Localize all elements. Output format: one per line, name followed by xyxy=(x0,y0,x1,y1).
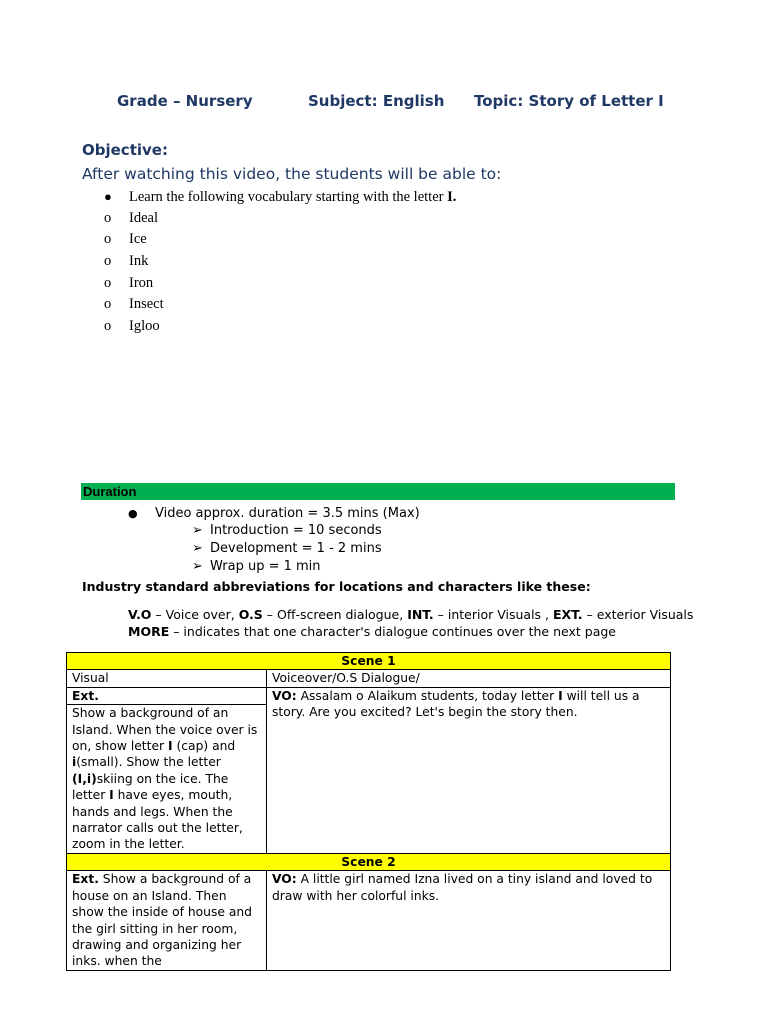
abbr-int-text: – interior Visuals , xyxy=(433,607,553,622)
duration-part-row xyxy=(192,558,321,576)
vo-letter: I xyxy=(558,688,563,703)
visual-text: (small). Show the letter xyxy=(76,755,221,770)
visual-text: Show a background of an Island. When the voice over is on, show letter xyxy=(72,706,258,754)
visual-letter: i xyxy=(72,755,77,770)
visual-letter: (I,i) xyxy=(72,771,97,786)
duration-part: Introduction = 10 seconds xyxy=(210,523,382,538)
abbr-ext-text: – exterior Visuals xyxy=(582,607,694,622)
scene-2-title: Scene 2 xyxy=(67,853,671,870)
abbr-more-text: – indicates that one character's dialogue continues over the next page xyxy=(169,624,616,639)
duration-heading-bar xyxy=(81,483,675,500)
table-row xyxy=(67,687,671,704)
abbr-vo: V.O xyxy=(128,607,152,622)
duration-part: Wrap up = 1 min xyxy=(210,559,321,574)
vo-text: will tell us a story. Are you excited? Let's begin the story then. xyxy=(272,688,640,720)
scene-header-row xyxy=(67,853,671,870)
topic-label: Topic: Story of Letter I xyxy=(474,92,664,110)
vocab-word: Ink xyxy=(129,253,149,269)
circle-marker-icon: o xyxy=(104,210,112,226)
duration-part-row xyxy=(192,540,382,558)
duration-main: Video approx. duration = 3.5 mins (Max) xyxy=(155,506,420,521)
vo-label: VO: xyxy=(272,872,297,887)
duration-part: Development = 1 - 2 mins xyxy=(210,541,382,556)
abbreviations-line-1 xyxy=(128,606,693,624)
ext-label: Ext. xyxy=(72,872,99,887)
scene-header-row xyxy=(67,653,671,670)
objective-title: Objective: xyxy=(82,141,168,159)
script-table xyxy=(66,652,671,971)
objective-bullet-text: Learn the following vocabulary starting with the letter xyxy=(129,189,444,205)
duration-part-row xyxy=(192,522,382,540)
abbr-os: O.S xyxy=(238,607,263,622)
visual-letter: I xyxy=(167,739,173,754)
vocab-word: Insect xyxy=(129,296,164,312)
table-row xyxy=(67,670,671,687)
scene-1-voiceover xyxy=(267,687,671,853)
column-header-visual: Visual xyxy=(67,670,267,687)
ext-cell xyxy=(67,687,267,704)
objective-intro: After watching this video, the students will be able to: xyxy=(82,165,502,183)
visual-text: Show a background of a house on an Island. Then show the inside of house and the girl sitting in her room, drawing and organizing her inks. when the xyxy=(72,872,252,969)
vocab-word: Ideal xyxy=(129,210,158,226)
arrow-bullet-icon: ➢ xyxy=(192,559,203,574)
ext-label: Ext. xyxy=(72,688,99,703)
vocab-word: Ice xyxy=(129,231,147,247)
abbr-int: INT. xyxy=(407,607,434,622)
visual-text: have eyes, mouth, hands and legs. When the narrator calls out the letter, zoom in the letter. xyxy=(72,788,243,852)
abbr-ext: EXT. xyxy=(553,607,583,622)
visual-letter: I xyxy=(109,788,114,803)
abbr-more: MORE xyxy=(128,624,170,639)
bullet-icon: ● xyxy=(104,189,112,204)
scene-1-title: Scene 1 xyxy=(67,653,671,670)
vo-text: Assalam o Alaikum students, today letter xyxy=(296,688,559,703)
circle-marker-icon: o xyxy=(104,318,112,334)
vo-text: A little girl named Izna lived on a tiny island and loved to draw with her colorful inks. xyxy=(272,872,653,903)
abbreviations-line-2 xyxy=(128,623,616,641)
vocab-word: Igloo xyxy=(129,318,160,334)
scene-2-voiceover xyxy=(267,871,671,970)
circle-marker-icon: o xyxy=(104,275,112,291)
grade-label: Grade – Nursery xyxy=(117,92,253,110)
objective-bullet-letter: I. xyxy=(447,189,457,205)
arrow-bullet-icon: ➢ xyxy=(192,541,203,556)
abbreviations-heading: Industry standard abbreviations for locations and characters like these: xyxy=(82,579,591,594)
table-row xyxy=(67,871,671,970)
visual-text: skiing on the ice. The letter xyxy=(72,771,229,803)
bullet-icon: ● xyxy=(128,507,138,520)
scene-2-visual xyxy=(67,871,267,970)
abbr-vo-text: – Voice over, xyxy=(151,607,239,622)
arrow-bullet-icon: ➢ xyxy=(192,523,203,538)
duration-heading: Duration xyxy=(83,484,137,499)
abbr-os-text: – Off-screen dialogue, xyxy=(262,607,408,622)
circle-marker-icon: o xyxy=(104,296,112,312)
vo-label: VO: xyxy=(272,688,297,703)
circle-marker-icon: o xyxy=(104,231,112,247)
vocab-word: Iron xyxy=(129,275,154,291)
subject-label: Subject: English xyxy=(308,92,445,110)
circle-marker-icon: o xyxy=(104,253,112,269)
visual-text: (cap) and xyxy=(172,739,236,754)
column-header-voiceover: Voiceover/O.S Dialogue/ xyxy=(267,670,671,687)
scene-1-visual xyxy=(67,705,267,854)
duration-main-row xyxy=(128,505,420,523)
